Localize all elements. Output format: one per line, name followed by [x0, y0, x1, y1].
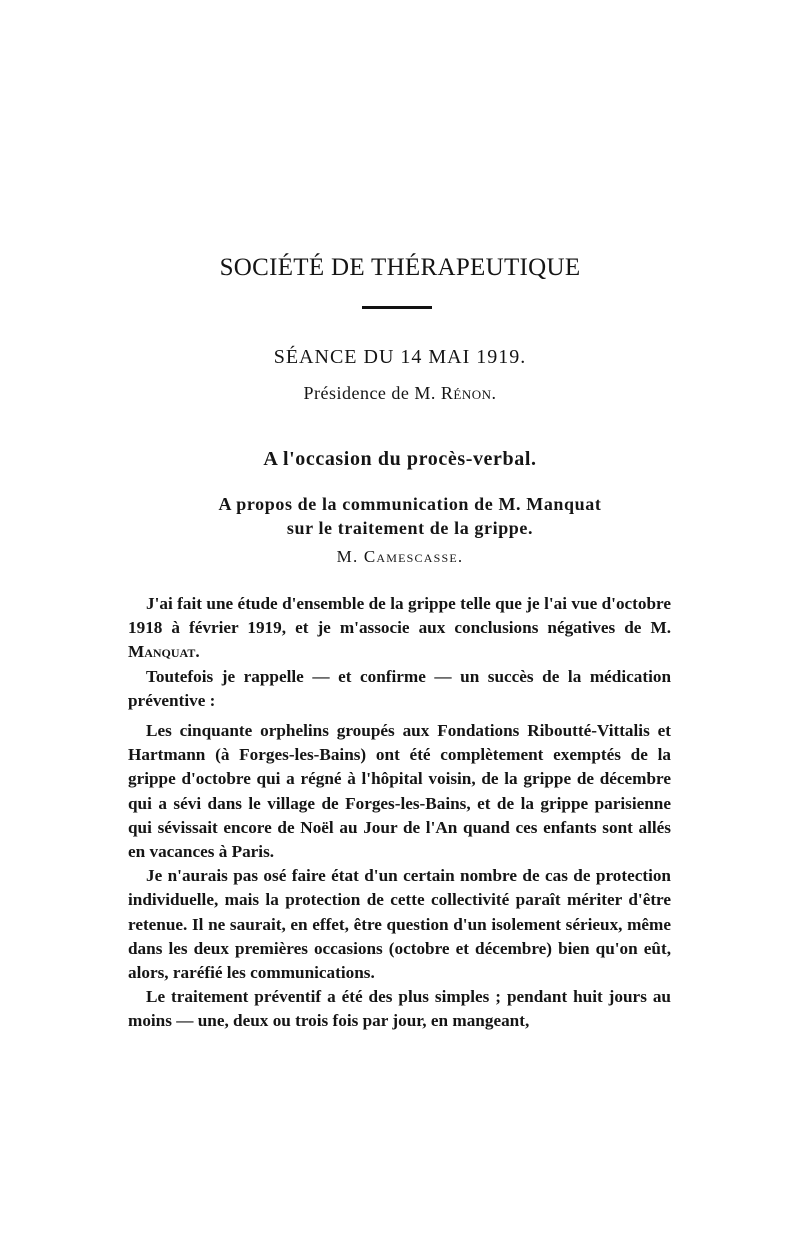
presidence-line: [0, 383, 800, 404]
paragraph-1-end: .: [195, 642, 200, 662]
paragraph-4: Je n'aurais pas osé faire état d'un certain nombre de cas de protection individuelle, mais la protection de cette collectivité paraît mériter d'être retenue. Il ne saurait, en effet, être question d'un isolement sérieux, même dans les deux premières occasions (octobre et décembre) bien qu'on eût, alors, raréfié les communications.: [128, 866, 671, 983]
title-rule: [362, 306, 432, 309]
subtitle-line-1: A propos de la communication de M. Manquat: [218, 494, 602, 514]
section-title: A l'occasion du procès-verbal.: [263, 448, 537, 470]
paragraph-1-text: J'ai fait une étude d'ensemble de la grippe telle que je l'ai vue d'octobre 1918 à février 1919, et je m'associe aux conclusions négatives de M.: [128, 594, 671, 638]
paragraph-3: Les cinquante orphelins groupés aux Fondations Riboutté-Vittalis et Hartmann (à Forges-les-Bains) ont été complètement exemptés de la grippe d'octobre qui a régné à l'hôpital voisin, de la grippe de décembre qui a sévi dans le village de Forges-les-Bains, et de la grippe parisienne qui sévissait encore de Noël au Jour de l'An quand ces enfants sont allés en vacances à Paris.: [128, 721, 671, 862]
author-name: M. Camescasse.: [336, 547, 464, 566]
seance-date: SÉANCE DU 14 MAI 1919.: [273, 346, 527, 368]
paragraph-2: Toutefois je rappelle — et confirme — un succès de la médication préventive :: [128, 666, 671, 710]
section-subtitle: [180, 492, 640, 540]
presidence-suffix: .: [491, 383, 497, 403]
paragraph-1-name: Manquat: [128, 642, 196, 662]
presidence-prefix: Présidence de M.: [303, 383, 441, 403]
subtitle-line-2: sur le traitement de la grippe.: [286, 518, 534, 538]
presidence-name: Rénon: [440, 383, 492, 403]
paragraph-5: Le traitement préventif a été des plus simples ; pendant huit jours au moins — une, deux ou trois fois par jour, en mangeant,: [128, 987, 671, 1031]
body-text: [128, 592, 671, 1034]
paragraph-1: [128, 592, 671, 665]
society-title: SOCIÉTÉ DE THÉRAPEUTIQUE: [219, 254, 581, 281]
